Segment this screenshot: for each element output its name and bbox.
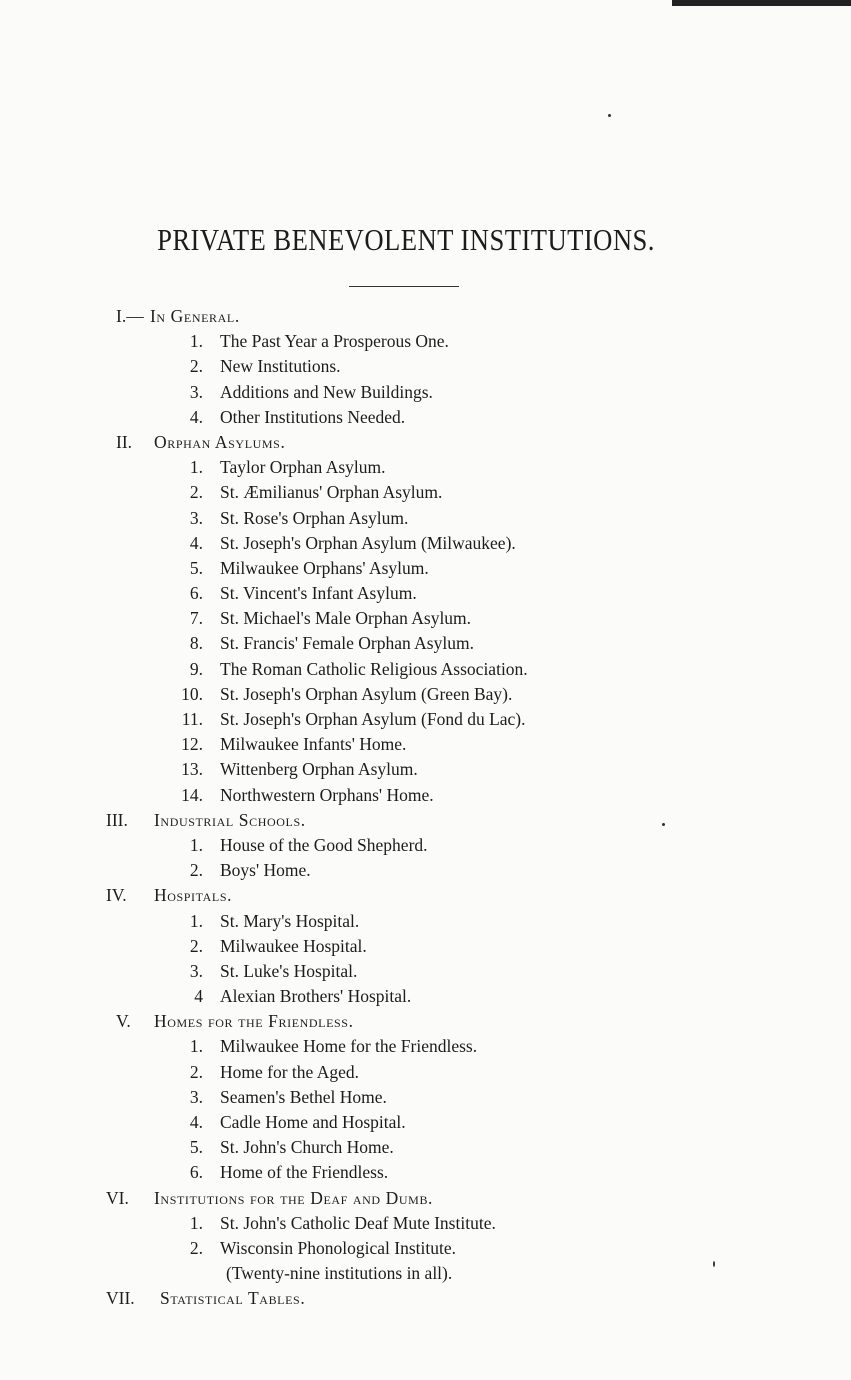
list-item bbox=[0, 1060, 851, 1085]
item-text: St. Mary's Hospital. bbox=[220, 910, 360, 931]
item-text: St. Francis' Female Orphan Asylum. bbox=[220, 633, 474, 654]
item-number: 11. bbox=[181, 709, 203, 729]
list-item bbox=[0, 1034, 851, 1059]
item-number: 1. bbox=[189, 834, 203, 855]
item-text: Home for the Aged. bbox=[220, 1061, 359, 1082]
item-number: 6. bbox=[189, 583, 203, 604]
item-text: Taylor Orphan Asylum. bbox=[220, 457, 386, 478]
list-item bbox=[0, 556, 851, 581]
item-number: 3. bbox=[189, 381, 203, 402]
item-number: 4. bbox=[189, 1112, 203, 1132]
section-heading bbox=[0, 1186, 851, 1211]
item-number: 3. bbox=[189, 960, 203, 981]
section-title: Homes for the Friendless. bbox=[154, 1011, 354, 1032]
section-number: V. bbox=[116, 1011, 131, 1032]
item-text: St. Æmilianus' Orphan Asylum. bbox=[220, 482, 443, 503]
item-text: Alexian Brothers' Hospital. bbox=[220, 986, 412, 1007]
list-item bbox=[0, 354, 851, 379]
list-item bbox=[0, 506, 851, 531]
title-rule bbox=[349, 286, 459, 287]
item-number: 1. bbox=[189, 1212, 203, 1233]
list-item bbox=[0, 606, 851, 631]
item-number: 3. bbox=[189, 1086, 203, 1107]
item-text: St. Rose's Orphan Asylum. bbox=[220, 507, 409, 528]
item-text: St. John's Church Home. bbox=[220, 1137, 394, 1158]
item-number: 2. bbox=[189, 482, 203, 503]
item-number: 3. bbox=[189, 507, 203, 528]
section-heading bbox=[0, 808, 851, 833]
item-text: Wisconsin Phonological Institute. bbox=[220, 1237, 457, 1258]
page-edge-line bbox=[672, 0, 851, 6]
item-text: Home of the Friendless. bbox=[220, 1162, 389, 1183]
item-number: 12. bbox=[181, 734, 203, 755]
item-number: 9. bbox=[189, 658, 203, 679]
section-number: VII. bbox=[106, 1288, 135, 1309]
list-item bbox=[0, 480, 851, 505]
list-item bbox=[0, 1211, 851, 1236]
list-item bbox=[0, 455, 851, 480]
item-text: New Institutions. bbox=[220, 356, 341, 377]
item-text: Milwaukee Hospital. bbox=[220, 935, 367, 956]
section-title: Orphan Asylums. bbox=[154, 431, 286, 452]
list-item bbox=[0, 329, 851, 354]
list-item bbox=[0, 531, 851, 556]
list-item bbox=[0, 1085, 851, 1110]
item-number: 2. bbox=[189, 1237, 203, 1258]
item-text: Additions and New Buildings. bbox=[220, 381, 433, 402]
item-text: Cadle Home and Hospital. bbox=[220, 1112, 406, 1132]
item-number: 2. bbox=[189, 860, 203, 881]
item-number: 7. bbox=[189, 608, 203, 629]
list-item bbox=[0, 707, 851, 732]
list-item bbox=[0, 783, 851, 808]
item-text: The Roman Catholic Religious Association. bbox=[220, 658, 528, 679]
item-number: 4. bbox=[189, 532, 203, 553]
item-text: Milwaukee Infants' Home. bbox=[220, 734, 407, 755]
list-item bbox=[0, 732, 851, 757]
section-title: Hospitals. bbox=[154, 885, 233, 906]
section-title: In General. bbox=[150, 306, 240, 326]
item-text: St. Vincent's Infant Asylum. bbox=[220, 583, 417, 604]
list-item bbox=[0, 1135, 851, 1160]
item-text: St. Joseph's Orphan Asylum (Green Bay). bbox=[220, 683, 513, 704]
section-heading bbox=[0, 304, 851, 329]
item-number: 1. bbox=[189, 331, 203, 352]
list-item bbox=[0, 984, 851, 1009]
item-number: 2. bbox=[189, 935, 203, 956]
list-item bbox=[0, 934, 851, 959]
section-heading bbox=[0, 430, 851, 455]
item-text: Milwaukee Orphans' Asylum. bbox=[220, 557, 429, 578]
note-text: (Twenty-nine institutions in all). bbox=[226, 1263, 453, 1284]
section-title: Industrial Schools. bbox=[154, 809, 306, 830]
section-title: Institutions for the Deaf and Dumb. bbox=[154, 1187, 434, 1208]
list-item bbox=[0, 380, 851, 405]
item-number: 1. bbox=[189, 910, 203, 931]
list-item bbox=[0, 631, 851, 656]
list-item bbox=[0, 1110, 851, 1135]
list-item bbox=[0, 757, 851, 782]
section-number: IV. bbox=[106, 885, 127, 906]
page-title: PRIVATE BENEVOLENT INSTITUTIONS. bbox=[157, 222, 655, 257]
item-number: 10. bbox=[181, 683, 203, 704]
list-item bbox=[0, 581, 851, 606]
item-number: 2. bbox=[189, 1061, 203, 1082]
list-item bbox=[0, 657, 851, 682]
list-item bbox=[0, 1236, 851, 1261]
list-item bbox=[0, 959, 851, 984]
item-number: 5. bbox=[189, 1137, 203, 1158]
item-text: House of the Good Shepherd. bbox=[220, 834, 428, 855]
table-of-contents bbox=[0, 304, 851, 1312]
item-number: 14. bbox=[181, 784, 203, 805]
section-heading bbox=[0, 1009, 851, 1034]
item-text: Other Institutions Needed. bbox=[220, 406, 406, 427]
item-text: Northwestern Orphans' Home. bbox=[220, 784, 434, 805]
item-number: 5. bbox=[189, 557, 203, 578]
item-text: Wittenberg Orphan Asylum. bbox=[220, 759, 418, 780]
item-text: St. Joseph's Orphan Asylum (Fond du Lac). bbox=[220, 709, 526, 729]
item-text: St. Michael's Male Orphan Asylum. bbox=[220, 608, 472, 629]
item-number: 2. bbox=[189, 356, 203, 377]
item-text: St. Luke's Hospital. bbox=[220, 960, 358, 981]
section-title: Statistical Tables. bbox=[160, 1288, 306, 1309]
item-number: 1. bbox=[189, 1036, 203, 1057]
list-item bbox=[0, 1160, 851, 1185]
item-number: 1. bbox=[189, 457, 203, 478]
list-item bbox=[0, 405, 851, 430]
institutions-total-note bbox=[0, 1261, 851, 1286]
list-item bbox=[0, 682, 851, 707]
list-item bbox=[0, 909, 851, 934]
item-text: Seamen's Bethel Home. bbox=[220, 1086, 387, 1107]
list-item bbox=[0, 858, 851, 883]
section-number: III. bbox=[106, 809, 128, 830]
item-number: 6. bbox=[189, 1162, 203, 1183]
item-text: Boys' Home. bbox=[220, 860, 311, 881]
item-text: St. Joseph's Orphan Asylum (Milwaukee). bbox=[220, 532, 516, 553]
ink-speck bbox=[608, 114, 611, 117]
item-text: Milwaukee Home for the Friendless. bbox=[220, 1036, 478, 1057]
section-heading bbox=[0, 883, 851, 908]
item-text: St. John's Catholic Deaf Mute Institute. bbox=[220, 1212, 496, 1233]
section-number: VI. bbox=[106, 1187, 129, 1208]
section-heading bbox=[0, 1286, 851, 1311]
list-item bbox=[0, 833, 851, 858]
section-number: I.— bbox=[116, 306, 144, 326]
item-text: The Past Year a Prosperous One. bbox=[220, 331, 449, 352]
section-number: II. bbox=[116, 431, 133, 452]
item-number: 13. bbox=[181, 759, 203, 780]
item-number: 4. bbox=[189, 406, 203, 427]
item-number: 8. bbox=[189, 633, 203, 654]
item-number: 4 bbox=[194, 986, 203, 1007]
